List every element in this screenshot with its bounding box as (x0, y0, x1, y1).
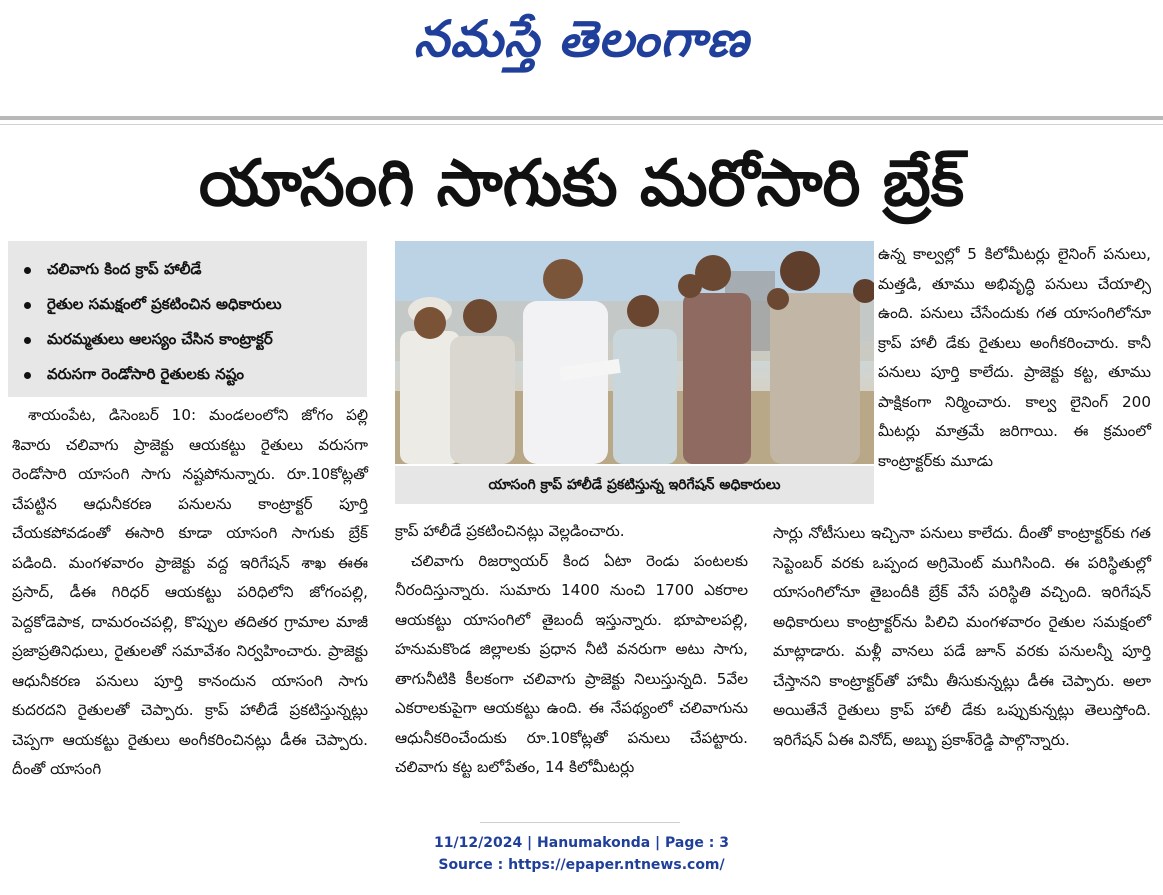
headline: యాసంగి సాగుకు మరోసారి బ్రేక్ (198, 147, 965, 221)
article-column-2 (395, 517, 748, 783)
bullet-icon (24, 267, 31, 274)
article-paragraph: శాయంపేట, డిసెంబర్ 10: మండలంలోని జోగం పల్లి శివారు చలివాగు ప్రాజెక్టు ఆయకట్టు రైతులు వరుసగా రెండోసారి యాసంగి సాగు నష్టపోనున్నారు. రూ.10కోట్లతో చేపట్టిన ఆధునీకరణ పనులను కాంట్రాక్టర్ పూర్తి చేయకపోవడంతో ఈసారి కూడా యాసంగి సాగుకు బ్రేక్ పడింది. మంగళవారం ప్రాజెక్టు వద్ద ఇరిగేషన్ శాఖ ఈఈ ప్రసాద్, డీఈ గిరిధర్ ఆయకట్టు పరిధిలోని జోగంపల్లి, పెద్దకోడెపాక, దామరంచపల్లి, కొప్పుల తదితర గ్రామాల మాజీ ప్రజాప్రతినిధులు, రైతులతో సమావేశం నిర్వహించారు. ప్రాజెక్టు ఆధునీకరణ పనులు పూర్తి కానందున యాసంగి సాగు కుదరదని రైతులతో చెప్పారు. క్రాప్ హాలీడే ప్రకటిస్తున్నట్లు చెప్పగా ఆయకట్టు రైతులు అంగీకరించినట్లు డీఈ చెప్పారు. దీంతో యాసంగి (12, 406, 368, 778)
bullet-icon (24, 302, 31, 309)
article-column-3-top (878, 240, 1151, 476)
footer-divider (480, 822, 680, 823)
bullet-icon (24, 372, 31, 379)
article-column-3-bottom (773, 519, 1151, 755)
highlights-box (8, 241, 367, 397)
highlight-item (24, 358, 357, 393)
news-photo (395, 241, 874, 464)
footer-source-link[interactable]: Source : https://epaper.ntnews.com/ (438, 857, 725, 873)
photo-caption: యాసంగి క్రాప్ హాలీడే ప్రకటిస్తున్న ఇరిగేషన్ అధికారులు (395, 466, 874, 504)
highlight-item (24, 253, 357, 288)
top-divider-thin (0, 124, 1163, 125)
photo-illustration (395, 241, 874, 464)
article-column-1 (12, 401, 368, 785)
bullet-icon (24, 337, 31, 344)
footer (0, 832, 1163, 876)
masthead (0, 0, 1163, 90)
article-paragraph: క్రాప్ హాలీడే ప్రకటించినట్లు వెల్లడించారు. (395, 522, 625, 540)
highlight-text: మరమ్మతులు ఆలస్యం చేసిన కాంట్రాక్టర్ (47, 329, 273, 348)
highlight-item (24, 323, 357, 358)
highlight-text: చలివాగు కింద క్రాప్ హాలీడే (47, 259, 202, 278)
article-paragraph: చలివాగు రిజర్వాయర్ కింద ఏటా రెండు పంటలకు నీరందిస్తున్నారు. సుమారు 1400 నుంచి 1700 ఎకరాల ఆయకట్టు యాసంగిలో తైబందీ ఇస్తున్నారు. భూపాలపల్లి, హనుమకొండ జిల్లాలకు ప్రధాన నీటి వనరుగా అటు సాగు, తాగునీటికి కీలకంగా చలివాగు ప్రాజెక్టు నిలుస్తున్నది. 5వేల ఎకరాలకుపైగా ఆయకట్టు ఉంది. ఈ నేపథ్యంలో చలివాగును ఆధునీకరించేందుకు రూ.10కోట్లతో పనులు చేపట్టారు. చలివాగు కట్ట బలోపేతం, 14 కిలోమీటర్లు (395, 551, 748, 776)
highlight-item (24, 288, 357, 323)
article-paragraph: ఉన్న కాల్వల్లో 5 కిలోమీటర్లు లైనింగ్ పనులు, మత్తడి, తూము అభివృద్ధి పనులు చేయాల్సి ఉంది. పనులు చేసేందుకు గత యాసంగిలోనూ క్రాప్ హాలీ డేకు రైతులు అంగీకరించారు. కానీ పనులు పూర్తి కాలేదు. ప్రాజెక్టు కట్ట, తూము పాక్షికంగా నిర్మించారు. కాల్వ లైనింగ్ 200 మీటర్లు మాత్రమే జరిగాయి. ఈ క్రమంలో కాంట్రాక్టర్‌కు మూడు (878, 245, 1151, 470)
highlight-text: వరుసగా రెండోసారి రైతులకు నష్టం (47, 364, 245, 383)
highlight-text: రైతుల సమక్షంలో ప్రకటించిన అధికారులు (47, 294, 282, 313)
top-divider (0, 116, 1163, 120)
footer-date-line: 11/12/2024 | Hanumakonda | Page : 3 (434, 835, 729, 851)
article-paragraph: సార్లు నోటీసులు ఇచ్చినా పనులు కాలేదు. దీంతో కాంట్రాక్టర్‌కు గత సెప్టెంబర్ వరకు ఒప్పంద అగ్రిమెంట్ ముగిసింది. ఈ పరిస్థితుల్లో యాసంగిలోనూ తైబందీకి బ్రేక్ వేసే పరిస్థితి వచ్చింది. ఇరిగేషన్ అధికారులు కాంట్రాక్టర్‌ను పిలిచి మంగళవారం రైతుల సమక్షంలో మాట్లాడారు. మళ్లీ వానలు పడే జూన్ వరకు పనులన్నీ పూర్తి చేస్తానని కాంట్రాక్టర్‌తో హామీ తీసుకున్నట్లు డీఈ చెప్పారు. అలా అయితేనే రైతులు క్రాప్ హాలీ డేకు ఒప్పుకున్నట్లు తెలుస్తోంది. ఇరిగేషన్ ఏఈ వినోద్, అబ్బు ప్రకాశ్‌రెడ్డి పాల్గొన్నారు. (773, 524, 1151, 749)
masthead-logo-text: నమస్తే తెలంగాణ (413, 9, 750, 68)
